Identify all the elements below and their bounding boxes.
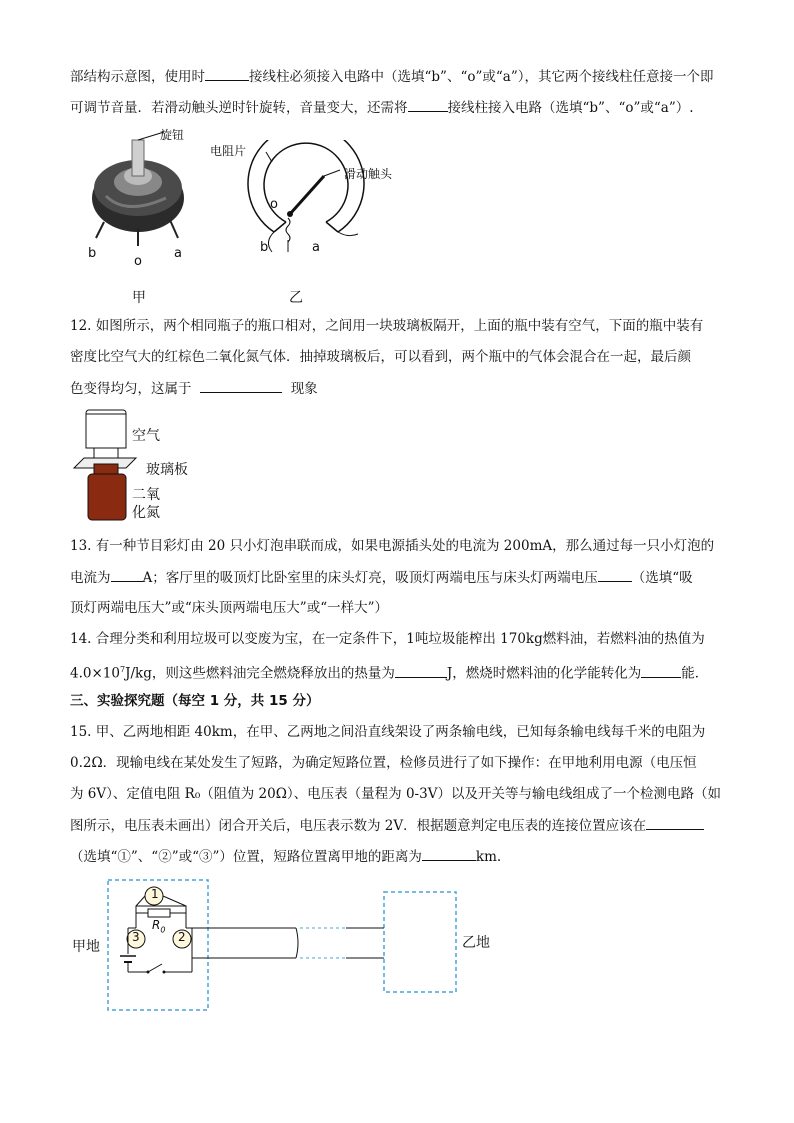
answer-blank[interactable] [598, 567, 632, 582]
answer-blank[interactable] [646, 815, 704, 830]
answer-blank[interactable] [205, 66, 249, 81]
q14-text: J，燃烧时燃料油的化学能转化为 [446, 665, 642, 682]
label-o: o [134, 254, 142, 269]
q12-text: 现象 [290, 381, 318, 397]
q14-line-1: 14. 合理分类和利用垃圾可以变废为宝，在一定条件下，1吨垃圾能榨出 170kg燃料油，若燃料油的热值为 [70, 631, 705, 647]
label-slider: 滑动触头 [344, 167, 393, 181]
potentiometer-diagram [228, 140, 368, 260]
circle-label-3: 3 [132, 930, 140, 944]
q13-line-3: 顶灯两端电压大”或“床头顶两端电压大”或“一样大”） [70, 600, 389, 616]
answer-blank[interactable] [200, 378, 282, 393]
resistor-label [152, 918, 165, 934]
answer-blank[interactable] [408, 97, 448, 112]
q13-text: （选填“吸 [631, 570, 693, 586]
q15-line-2: 0.2Ω．现输电线在某处发生了短路，为确定短路位置，检修员进行了如下操作：在甲地利用电源（电压恒 [70, 755, 697, 771]
q12-text: 色变得均匀，这属于 [70, 381, 192, 397]
q15-line-3: 为 6V）、定值电阻 R₀（阻值为 20Ω）、电压表（量程为 0-3V）以及开关等与输电线组成了一个检测电路（如 [70, 786, 721, 802]
circle-label-2: 2 [178, 930, 186, 944]
label-o: o [270, 197, 278, 212]
q11-text: 接线柱接入电路（选填“b”、“o”或“a”）. [447, 100, 694, 116]
q15-line-1: 15. 甲、乙两地相距 40km，在甲、乙两地之间沿直线架设了两条输电线，已知每条输电线每千米的电阻为 [70, 724, 706, 740]
q11-text: 部结构示意图，使用时 [70, 69, 205, 85]
q14-exponent: 7 [119, 665, 126, 674]
section-heading: 三、实验探究题（每空 1 分，共 15 分） [70, 693, 320, 709]
figure-caption-yi: 乙 [289, 290, 303, 306]
label-air: 空气 [132, 428, 160, 444]
label-glass-plate: 玻璃板 [146, 462, 188, 478]
q13-text: A；客厅里的吸顶灯比卧室里的床头灯亮，吸顶灯两端电压与床头灯两端电压 [142, 570, 598, 586]
circle-label-1: 1 [151, 887, 159, 901]
label-resistor: 电阻片 [210, 144, 247, 158]
answer-blank[interactable] [422, 846, 476, 861]
q13-text: 电流为 [70, 570, 111, 586]
label-location-jia: 甲地 [72, 939, 100, 955]
answer-blank[interactable] [395, 663, 447, 678]
q14-text: J/kg，则这些燃料油完全燃烧释放出的热量为 [125, 665, 395, 682]
q12-line-1: 12. 如图所示，两个相同瓶子的瓶口相对，之间用一块玻璃板隔开，上面的瓶中装有空气，下面的瓶中装有 [70, 318, 704, 334]
label-location-yi: 乙地 [462, 935, 490, 951]
q14-text: 能． [681, 665, 709, 682]
q11-line-1 [70, 66, 713, 87]
label-knob: 旋钮 [160, 128, 185, 142]
q14-line-2 [70, 660, 708, 684]
q15-line-5 [70, 846, 501, 867]
q12-line-3 [70, 378, 318, 399]
answer-blank[interactable] [641, 663, 681, 678]
figure-caption-jia: 甲 [132, 290, 146, 306]
q15-text: （选填“①”、“②”或“③”）位置，短路位置离甲地的距离为 [70, 849, 422, 865]
q15-text: km. [475, 849, 502, 865]
label-a: a [312, 240, 320, 255]
label-no2-2: 化氮 [132, 505, 160, 521]
label-a: a [174, 246, 182, 261]
q15-line-4 [70, 815, 704, 836]
q11-text: 接线柱必须接入电路中（选填“b”、“o”或“a”），其它两个接线柱任意接一个即 [249, 69, 714, 85]
q11-line-2 [70, 97, 694, 118]
q13-line-1: 13. 有一种节目彩灯由 20 只小灯泡串联而成，如果电源插头处的电流为 200mA，那么通过每一只小灯泡的 [70, 538, 715, 554]
answer-blank[interactable] [111, 567, 143, 582]
q15-text: 图所示，电压表未画出）闭合开关后，电压表示数为 2V．根据题意判定电压表的连接位置应该在 [70, 818, 647, 834]
resistor-symbol: R [152, 918, 161, 932]
label-no2-1: 二氧 [132, 487, 160, 503]
q12-line-2: 密度比空气大的红棕色二氧化氮气体．抽掉玻璃板后，可以看到，两个瓶中的气体会混合在一起，最后颜 [70, 349, 691, 365]
q13-line-2 [70, 567, 693, 588]
label-b: b [260, 240, 269, 255]
resistor-subscript: 0 [160, 925, 166, 935]
q11-text: 可调节音量．若滑动触头逆时针旋转，音量变大，还需将 [70, 100, 408, 116]
q14-text: 4.0×10 [70, 665, 120, 682]
label-b: b [88, 246, 97, 261]
